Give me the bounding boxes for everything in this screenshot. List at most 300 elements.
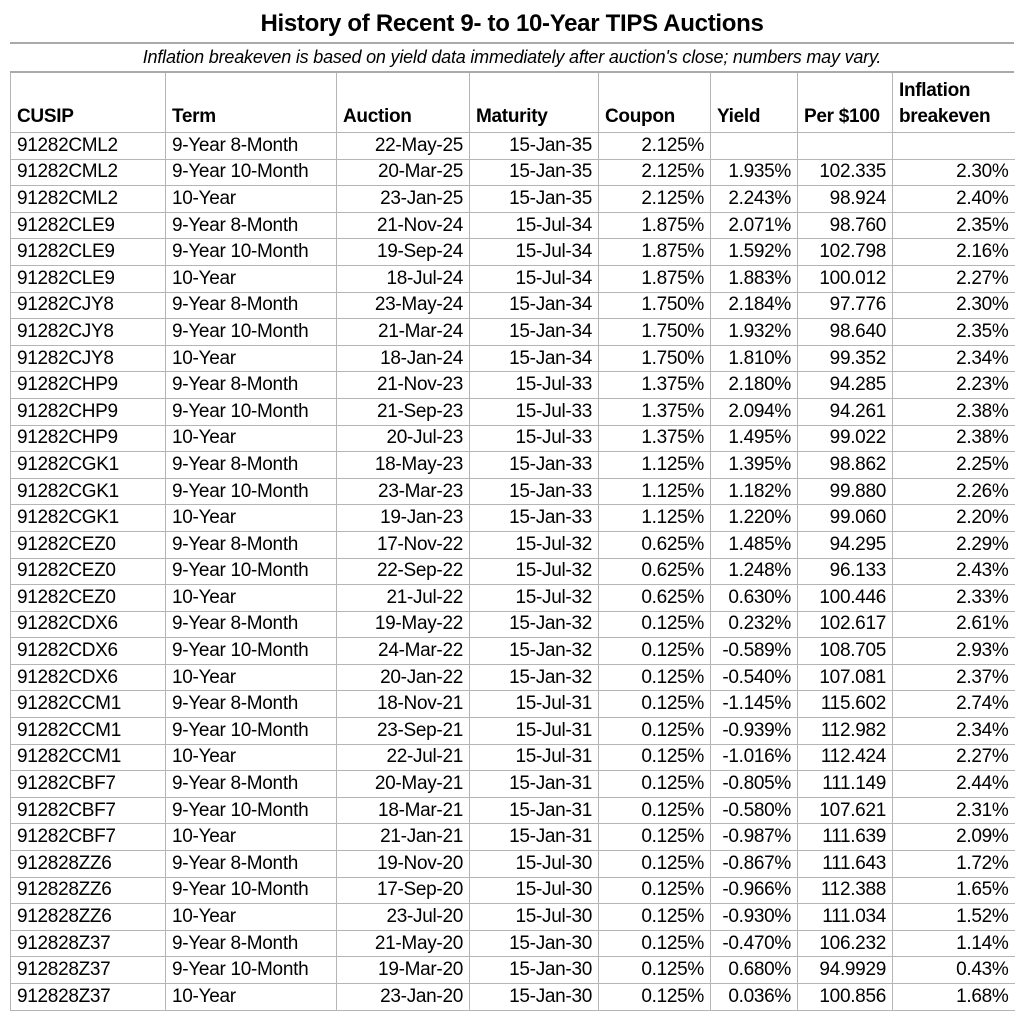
cell-maturity: 15-Jan-30 <box>470 984 599 1011</box>
cell-cusip: 91282CEZ0 <box>11 531 166 558</box>
cell-yield: 0.630% <box>711 585 798 612</box>
cell-yield: 1.220% <box>711 505 798 532</box>
cell-per-100: 111.643 <box>798 851 893 878</box>
cell-yield: -0.987% <box>711 824 798 851</box>
cell-maturity: 15-Jul-34 <box>470 212 599 239</box>
cell-cusip: 91282CDX6 <box>11 664 166 691</box>
cell-maturity: 15-Jan-34 <box>470 345 599 372</box>
col-header-auction: Auction <box>337 73 470 133</box>
cell-per-100: 102.798 <box>798 239 893 266</box>
table-row <box>11 718 1015 745</box>
cell-term: 9-Year 8-Month <box>166 133 337 160</box>
col-header-cusip: CUSIP <box>11 73 166 133</box>
cell-term: 9-Year 10-Month <box>166 159 337 186</box>
cell-yield: 1.182% <box>711 478 798 505</box>
col-header-maturity: Maturity <box>470 73 599 133</box>
cell-auction: 22-May-25 <box>337 133 470 160</box>
cell-auction: 17-Sep-20 <box>337 877 470 904</box>
cell-per-100: 107.621 <box>798 797 893 824</box>
table-row <box>11 744 1015 771</box>
cell-coupon: 1.875% <box>599 212 711 239</box>
cell-per-100: 111.639 <box>798 824 893 851</box>
cell-term: 9-Year 10-Month <box>166 398 337 425</box>
table-row <box>11 611 1015 638</box>
cell-term: 9-Year 10-Month <box>166 877 337 904</box>
cell-maturity: 15-Jul-30 <box>470 877 599 904</box>
table-row <box>11 319 1015 346</box>
cell-yield: 0.232% <box>711 611 798 638</box>
table-row <box>11 930 1015 957</box>
table-row <box>11 478 1015 505</box>
cell-maturity: 15-Jan-30 <box>470 957 599 984</box>
auction-history-table <box>10 73 1015 1011</box>
cell-cusip: 91282CHP9 <box>11 398 166 425</box>
cell-cusip: 91282CML2 <box>11 186 166 213</box>
cell-maturity: 15-Jan-33 <box>470 452 599 479</box>
cell-maturity: 15-Jan-33 <box>470 505 599 532</box>
cell-auction: 22-Sep-22 <box>337 558 470 585</box>
col-header-per-100: Per $100 <box>798 73 893 133</box>
cell-inflation-breakeven <box>893 133 1015 160</box>
cell-cusip: 912828ZZ6 <box>11 904 166 931</box>
cell-inflation-breakeven: 2.27% <box>893 265 1015 292</box>
cell-yield: 1.248% <box>711 558 798 585</box>
cell-auction: 19-Sep-24 <box>337 239 470 266</box>
cell-inflation-breakeven: 2.23% <box>893 372 1015 399</box>
table-row <box>11 345 1015 372</box>
cell-yield: 1.495% <box>711 425 798 452</box>
cell-per-100: 99.060 <box>798 505 893 532</box>
cell-cusip: 91282CJY8 <box>11 319 166 346</box>
cell-inflation-breakeven: 2.34% <box>893 345 1015 372</box>
cell-maturity: 15-Jul-32 <box>470 558 599 585</box>
cell-yield: 1.935% <box>711 159 798 186</box>
table-row <box>11 292 1015 319</box>
cell-yield: 0.036% <box>711 984 798 1011</box>
cell-per-100: 106.232 <box>798 930 893 957</box>
table-row <box>11 159 1015 186</box>
cell-coupon: 1.375% <box>599 372 711 399</box>
cell-cusip: 91282CLE9 <box>11 239 166 266</box>
cell-yield: 2.094% <box>711 398 798 425</box>
cell-coupon: 1.375% <box>599 398 711 425</box>
cell-coupon: 0.125% <box>599 984 711 1011</box>
cell-maturity: 15-Jan-34 <box>470 292 599 319</box>
cell-term: 10-Year <box>166 744 337 771</box>
cell-auction: 23-Jan-20 <box>337 984 470 1011</box>
cell-inflation-breakeven: 1.72% <box>893 851 1015 878</box>
cell-inflation-breakeven: 2.34% <box>893 718 1015 745</box>
cell-cusip: 91282CLE9 <box>11 212 166 239</box>
cell-auction: 22-Jul-21 <box>337 744 470 771</box>
tips-auction-sheet <box>10 0 1014 1011</box>
table-row <box>11 265 1015 292</box>
cell-per-100: 112.388 <box>798 877 893 904</box>
cell-auction: 18-Nov-21 <box>337 691 470 718</box>
cell-yield: -0.867% <box>711 851 798 878</box>
cell-coupon: 2.125% <box>599 186 711 213</box>
cell-yield: 2.180% <box>711 372 798 399</box>
cell-inflation-breakeven: 2.33% <box>893 585 1015 612</box>
cell-inflation-breakeven: 2.09% <box>893 824 1015 851</box>
table-row <box>11 771 1015 798</box>
cell-cusip: 912828Z37 <box>11 930 166 957</box>
cell-coupon: 0.125% <box>599 904 711 931</box>
cell-inflation-breakeven: 2.35% <box>893 319 1015 346</box>
cell-maturity: 15-Jul-34 <box>470 239 599 266</box>
cell-inflation-breakeven: 2.30% <box>893 159 1015 186</box>
cell-coupon: 1.375% <box>599 425 711 452</box>
cell-auction: 19-Nov-20 <box>337 851 470 878</box>
cell-coupon: 1.125% <box>599 478 711 505</box>
cell-yield: -0.930% <box>711 904 798 931</box>
cell-auction: 18-Jan-24 <box>337 345 470 372</box>
table-row <box>11 398 1015 425</box>
cell-term: 10-Year <box>166 664 337 691</box>
cell-cusip: 91282CBF7 <box>11 797 166 824</box>
cell-coupon: 0.125% <box>599 930 711 957</box>
cell-term: 9-Year 8-Month <box>166 212 337 239</box>
cell-cusip: 91282CGK1 <box>11 505 166 532</box>
cell-coupon: 0.125% <box>599 664 711 691</box>
cell-coupon: 0.125% <box>599 638 711 665</box>
cell-coupon: 0.125% <box>599 744 711 771</box>
cell-inflation-breakeven: 2.30% <box>893 292 1015 319</box>
table-row <box>11 797 1015 824</box>
cell-inflation-breakeven: 0.43% <box>893 957 1015 984</box>
cell-yield: 1.485% <box>711 531 798 558</box>
cell-maturity: 15-Jul-33 <box>470 425 599 452</box>
col-header-coupon: Coupon <box>599 73 711 133</box>
table-row <box>11 133 1015 160</box>
cell-inflation-breakeven: 2.37% <box>893 664 1015 691</box>
cell-coupon: 0.125% <box>599 957 711 984</box>
cell-cusip: 91282CHP9 <box>11 425 166 452</box>
cell-yield: 1.395% <box>711 452 798 479</box>
cell-auction: 23-Mar-23 <box>337 478 470 505</box>
cell-coupon: 0.125% <box>599 877 711 904</box>
table-row <box>11 425 1015 452</box>
cell-auction: 20-Mar-25 <box>337 159 470 186</box>
cell-inflation-breakeven: 2.38% <box>893 398 1015 425</box>
col-header-yield: Yield <box>711 73 798 133</box>
cell-term: 10-Year <box>166 505 337 532</box>
cell-maturity: 15-Jul-31 <box>470 744 599 771</box>
cell-coupon: 1.750% <box>599 319 711 346</box>
cell-auction: 21-Nov-23 <box>337 372 470 399</box>
cell-coupon: 1.750% <box>599 292 711 319</box>
table-row <box>11 824 1015 851</box>
cell-coupon: 2.125% <box>599 159 711 186</box>
cell-per-100: 100.012 <box>798 265 893 292</box>
cell-cusip: 91282CML2 <box>11 159 166 186</box>
cell-per-100: 98.924 <box>798 186 893 213</box>
cell-auction: 21-Jan-21 <box>337 824 470 851</box>
table-row <box>11 957 1015 984</box>
cell-auction: 19-Mar-20 <box>337 957 470 984</box>
table-row <box>11 186 1015 213</box>
cell-coupon: 1.750% <box>599 345 711 372</box>
cell-per-100: 96.133 <box>798 558 893 585</box>
cell-inflation-breakeven: 2.44% <box>893 771 1015 798</box>
cell-yield: -0.966% <box>711 877 798 904</box>
cell-cusip: 91282CJY8 <box>11 292 166 319</box>
cell-maturity: 15-Jul-31 <box>470 718 599 745</box>
cell-maturity: 15-Jul-31 <box>470 691 599 718</box>
cell-yield: -0.470% <box>711 930 798 957</box>
cell-per-100: 100.856 <box>798 984 893 1011</box>
table-row <box>11 558 1015 585</box>
cell-maturity: 15-Jul-32 <box>470 531 599 558</box>
cell-maturity: 15-Jul-30 <box>470 851 599 878</box>
cell-inflation-breakeven: 2.38% <box>893 425 1015 452</box>
cell-term: 9-Year 10-Month <box>166 558 337 585</box>
table-row <box>11 877 1015 904</box>
table-row <box>11 984 1015 1011</box>
cell-yield: 1.592% <box>711 239 798 266</box>
cell-term: 9-Year 8-Month <box>166 531 337 558</box>
cell-term: 9-Year 8-Month <box>166 930 337 957</box>
cell-auction: 21-Sep-23 <box>337 398 470 425</box>
cell-cusip: 91282CCM1 <box>11 718 166 745</box>
cell-maturity: 15-Jul-33 <box>470 398 599 425</box>
cell-term: 9-Year 10-Month <box>166 239 337 266</box>
table-row <box>11 904 1015 931</box>
cell-term: 10-Year <box>166 425 337 452</box>
cell-per-100: 94.295 <box>798 531 893 558</box>
table-row <box>11 638 1015 665</box>
cell-term: 9-Year 10-Month <box>166 957 337 984</box>
cell-inflation-breakeven: 2.61% <box>893 611 1015 638</box>
cell-cusip: 912828ZZ6 <box>11 877 166 904</box>
table-row <box>11 531 1015 558</box>
table-row <box>11 664 1015 691</box>
cell-auction: 23-Jan-25 <box>337 186 470 213</box>
cell-maturity: 15-Jan-32 <box>470 611 599 638</box>
cell-auction: 23-May-24 <box>337 292 470 319</box>
cell-maturity: 15-Jan-31 <box>470 797 599 824</box>
cell-per-100: 98.760 <box>798 212 893 239</box>
cell-term: 9-Year 8-Month <box>166 292 337 319</box>
cell-term: 10-Year <box>166 585 337 612</box>
cell-cusip: 91282CLE9 <box>11 265 166 292</box>
cell-maturity: 15-Jul-34 <box>470 265 599 292</box>
cell-cusip: 91282CML2 <box>11 133 166 160</box>
cell-maturity: 15-Jan-33 <box>470 478 599 505</box>
cell-per-100: 94.285 <box>798 372 893 399</box>
cell-coupon: 0.125% <box>599 611 711 638</box>
cell-auction: 20-Jan-22 <box>337 664 470 691</box>
cell-term: 10-Year <box>166 824 337 851</box>
cell-term: 9-Year 10-Month <box>166 478 337 505</box>
cell-inflation-breakeven: 2.26% <box>893 478 1015 505</box>
cell-cusip: 91282CHP9 <box>11 372 166 399</box>
cell-maturity: 15-Jan-34 <box>470 319 599 346</box>
cell-term: 9-Year 10-Month <box>166 638 337 665</box>
table-row <box>11 851 1015 878</box>
table-row <box>11 372 1015 399</box>
cell-cusip: 91282CEZ0 <box>11 558 166 585</box>
cell-inflation-breakeven: 2.40% <box>893 186 1015 213</box>
cell-per-100: 99.022 <box>798 425 893 452</box>
cell-cusip: 91282CCM1 <box>11 744 166 771</box>
cell-yield: 1.932% <box>711 319 798 346</box>
col-header-inflation-breakeven: Inflation breakeven <box>893 73 1015 133</box>
cell-coupon: 0.625% <box>599 585 711 612</box>
table-header-row <box>11 73 1015 133</box>
cell-auction: 17-Nov-22 <box>337 531 470 558</box>
cell-cusip: 912828Z37 <box>11 984 166 1011</box>
cell-per-100 <box>798 133 893 160</box>
cell-per-100: 98.862 <box>798 452 893 479</box>
cell-term: 9-Year 8-Month <box>166 851 337 878</box>
cell-maturity: 15-Jul-32 <box>470 585 599 612</box>
cell-cusip: 91282CBF7 <box>11 771 166 798</box>
cell-per-100: 108.705 <box>798 638 893 665</box>
cell-per-100: 99.352 <box>798 345 893 372</box>
table-row <box>11 585 1015 612</box>
cell-per-100: 102.617 <box>798 611 893 638</box>
cell-yield: -1.145% <box>711 691 798 718</box>
cell-inflation-breakeven: 1.65% <box>893 877 1015 904</box>
cell-per-100: 102.335 <box>798 159 893 186</box>
cell-per-100: 100.446 <box>798 585 893 612</box>
cell-cusip: 91282CJY8 <box>11 345 166 372</box>
cell-coupon: 0.125% <box>599 851 711 878</box>
table-row <box>11 691 1015 718</box>
table-row <box>11 239 1015 266</box>
cell-yield: -0.805% <box>711 771 798 798</box>
cell-coupon: 0.125% <box>599 824 711 851</box>
cell-term: 9-Year 10-Month <box>166 319 337 346</box>
cell-maturity: 15-Jan-35 <box>470 159 599 186</box>
cell-yield: -0.540% <box>711 664 798 691</box>
cell-auction: 21-Nov-24 <box>337 212 470 239</box>
cell-cusip: 91282CGK1 <box>11 452 166 479</box>
cell-maturity: 15-Jan-31 <box>470 824 599 851</box>
cell-per-100: 99.880 <box>798 478 893 505</box>
cell-coupon: 1.125% <box>599 505 711 532</box>
cell-per-100: 115.602 <box>798 691 893 718</box>
cell-yield: 2.071% <box>711 212 798 239</box>
cell-maturity: 15-Jul-30 <box>470 904 599 931</box>
cell-cusip: 912828Z37 <box>11 957 166 984</box>
cell-per-100: 98.640 <box>798 319 893 346</box>
cell-term: 10-Year <box>166 904 337 931</box>
cell-maturity: 15-Jul-33 <box>470 372 599 399</box>
cell-yield: 1.883% <box>711 265 798 292</box>
cell-inflation-breakeven: 2.74% <box>893 691 1015 718</box>
cell-cusip: 91282CCM1 <box>11 691 166 718</box>
cell-coupon: 1.125% <box>599 452 711 479</box>
cell-cusip: 91282CBF7 <box>11 824 166 851</box>
cell-auction: 21-May-20 <box>337 930 470 957</box>
cell-per-100: 107.081 <box>798 664 893 691</box>
cell-coupon: 0.125% <box>599 797 711 824</box>
cell-yield: -0.589% <box>711 638 798 665</box>
cell-per-100: 111.034 <box>798 904 893 931</box>
cell-auction: 21-Mar-24 <box>337 319 470 346</box>
cell-inflation-breakeven: 2.35% <box>893 212 1015 239</box>
cell-term: 10-Year <box>166 345 337 372</box>
cell-auction: 21-Jul-22 <box>337 585 470 612</box>
cell-term: 9-Year 8-Month <box>166 611 337 638</box>
cell-per-100: 111.149 <box>798 771 893 798</box>
cell-coupon: 0.125% <box>599 771 711 798</box>
cell-auction: 18-May-23 <box>337 452 470 479</box>
page-title: History of Recent 9- to 10-Year TIPS Auctions <box>10 0 1014 44</box>
cell-term: 9-Year 8-Month <box>166 771 337 798</box>
cell-term: 10-Year <box>166 186 337 213</box>
cell-auction: 19-May-22 <box>337 611 470 638</box>
cell-maturity: 15-Jan-31 <box>470 771 599 798</box>
cell-auction: 23-Sep-21 <box>337 718 470 745</box>
cell-inflation-breakeven: 2.20% <box>893 505 1015 532</box>
table-body <box>11 133 1015 1011</box>
table-row <box>11 452 1015 479</box>
cell-per-100: 112.982 <box>798 718 893 745</box>
cell-per-100: 112.424 <box>798 744 893 771</box>
cell-auction: 23-Jul-20 <box>337 904 470 931</box>
cell-auction: 18-Mar-21 <box>337 797 470 824</box>
cell-inflation-breakeven: 2.29% <box>893 531 1015 558</box>
cell-inflation-breakeven: 2.16% <box>893 239 1015 266</box>
cell-yield: -0.939% <box>711 718 798 745</box>
cell-inflation-breakeven: 1.68% <box>893 984 1015 1011</box>
cell-auction: 19-Jan-23 <box>337 505 470 532</box>
cell-auction: 18-Jul-24 <box>337 265 470 292</box>
cell-term: 9-Year 8-Month <box>166 372 337 399</box>
cell-term: 10-Year <box>166 984 337 1011</box>
cell-inflation-breakeven: 2.31% <box>893 797 1015 824</box>
col-header-term: Term <box>166 73 337 133</box>
cell-maturity: 15-Jan-32 <box>470 664 599 691</box>
cell-term: 9-Year 10-Month <box>166 718 337 745</box>
cell-per-100: 97.776 <box>798 292 893 319</box>
cell-inflation-breakeven: 2.25% <box>893 452 1015 479</box>
cell-term: 10-Year <box>166 265 337 292</box>
cell-yield: 2.184% <box>711 292 798 319</box>
table-row <box>11 212 1015 239</box>
cell-auction: 20-Jul-23 <box>337 425 470 452</box>
cell-coupon: 0.125% <box>599 718 711 745</box>
table-row <box>11 505 1015 532</box>
cell-yield: 2.243% <box>711 186 798 213</box>
cell-coupon: 1.875% <box>599 239 711 266</box>
cell-inflation-breakeven: 1.14% <box>893 930 1015 957</box>
cell-yield: -1.016% <box>711 744 798 771</box>
cell-per-100: 94.9929 <box>798 957 893 984</box>
cell-coupon: 0.125% <box>599 691 711 718</box>
page-subtitle: Inflation breakeven is based on yield data immediately after auction's close; numbers may vary. <box>10 44 1014 73</box>
cell-auction: 24-Mar-22 <box>337 638 470 665</box>
cell-inflation-breakeven: 2.93% <box>893 638 1015 665</box>
cell-term: 9-Year 8-Month <box>166 452 337 479</box>
cell-term: 9-Year 10-Month <box>166 797 337 824</box>
cell-yield <box>711 133 798 160</box>
cell-cusip: 91282CGK1 <box>11 478 166 505</box>
cell-inflation-breakeven: 1.52% <box>893 904 1015 931</box>
cell-yield: -0.580% <box>711 797 798 824</box>
cell-cusip: 91282CDX6 <box>11 638 166 665</box>
cell-yield: 1.810% <box>711 345 798 372</box>
cell-coupon: 2.125% <box>599 133 711 160</box>
cell-coupon: 1.875% <box>599 265 711 292</box>
cell-maturity: 15-Jan-32 <box>470 638 599 665</box>
cell-per-100: 94.261 <box>798 398 893 425</box>
cell-yield: 0.680% <box>711 957 798 984</box>
cell-maturity: 15-Jan-30 <box>470 930 599 957</box>
